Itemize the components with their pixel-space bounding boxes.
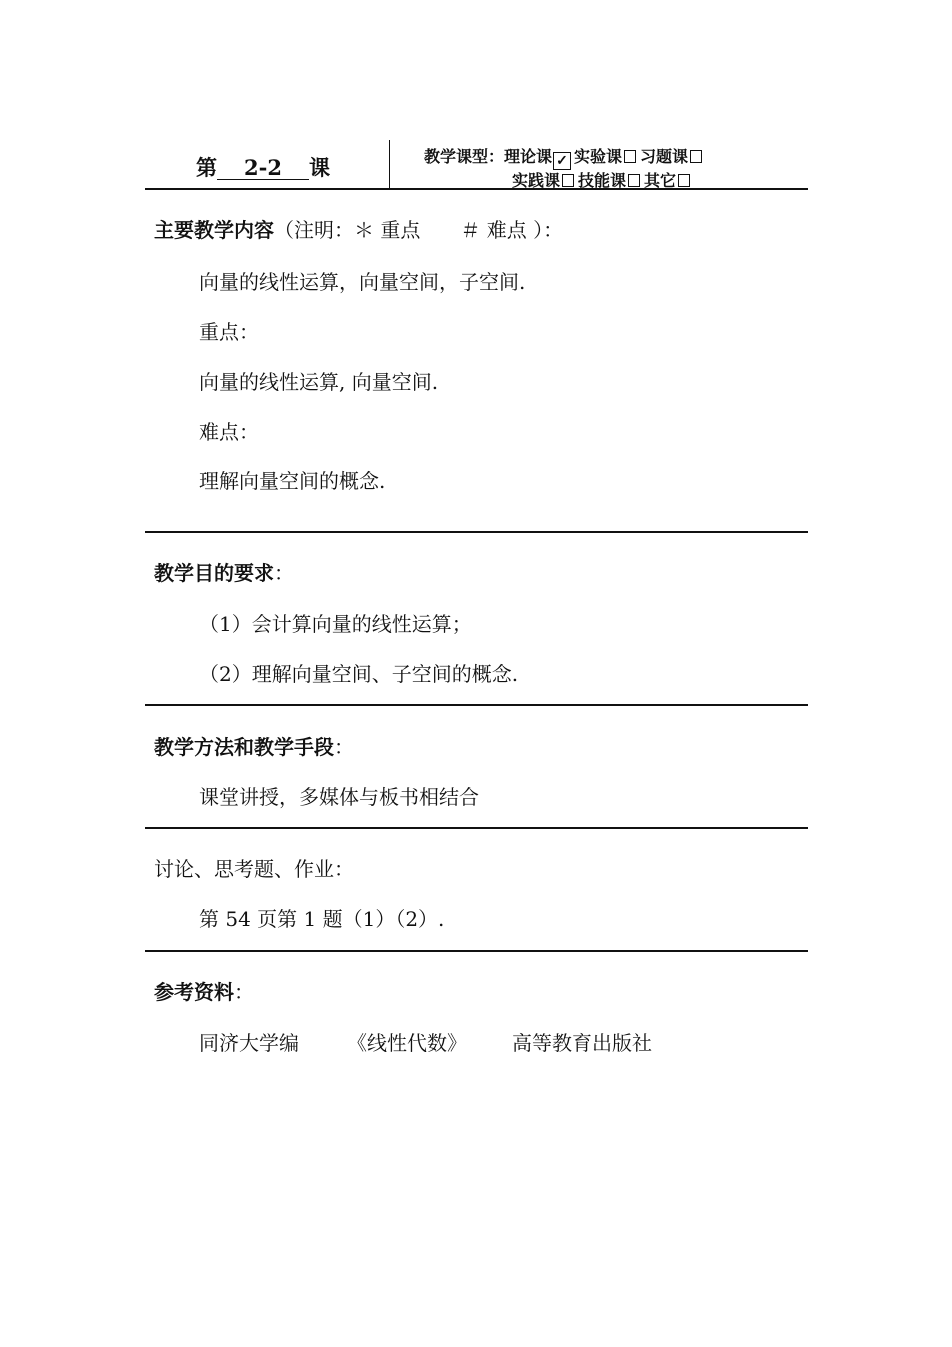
objective-item: （2）理解向量空间、子空间的概念. — [199, 662, 519, 686]
header-divider — [389, 140, 390, 188]
type-other-label: 其它 — [644, 171, 677, 190]
reference-book-title: 《线性代数》 — [347, 1031, 467, 1055]
type-exercise-label: 习题课 — [640, 147, 689, 166]
type-lab-label: 实验课 — [574, 147, 623, 166]
course-type-row-1 — [424, 144, 706, 170]
difficult-points-text: 理解向量空间的概念. — [199, 469, 386, 493]
methods-title: 教学方法和教学手段 — [154, 735, 334, 759]
methods-text: 课堂讲授，多媒体与板书相结合 — [199, 785, 479, 809]
main-content-title: 主要教学内容 — [154, 218, 274, 242]
objective-item: （1）会计算向量的线性运算； — [199, 612, 472, 636]
divider — [145, 531, 808, 533]
discussion-title: 讨论、思考题、作业： — [154, 857, 354, 881]
homework-text: 第 54 页第 1 题（1）（2）. — [199, 907, 445, 931]
checkbox-checked-icon: ✓ — [553, 152, 571, 170]
type-theory-label: 理论课 — [504, 147, 553, 166]
divider — [145, 188, 808, 190]
objectives-heading: 教学目的要求： — [154, 561, 294, 585]
divider — [145, 827, 808, 829]
checkbox-empty-icon — [678, 174, 690, 187]
references-title: 参考资料 — [154, 980, 234, 1004]
checkbox-empty-icon — [562, 174, 574, 187]
main-content-note: （注明：＊ 重点 ＃ 难点 ）： — [274, 218, 564, 242]
type-practice-label: 实践课 — [512, 171, 561, 190]
key-points-text: 向量的线性运算, 向量空间. — [199, 370, 439, 394]
lesson-prefix: 第 — [196, 155, 217, 180]
main-content-summary: 向量的线性运算，向量空间，子空间. — [199, 270, 526, 294]
checkbox-empty-icon — [690, 150, 702, 163]
methods-heading: 教学方法和教学手段： — [154, 735, 354, 759]
reference-publisher: 高等教育出版社 — [512, 1031, 652, 1055]
divider — [145, 950, 808, 952]
lesson-suffix: 课 — [309, 155, 330, 180]
checkbox-empty-icon — [624, 150, 636, 163]
key-points-label: 重点： — [199, 320, 259, 344]
lesson-number-line — [196, 152, 330, 182]
lesson-number: 2-2 — [217, 157, 309, 180]
references-heading: 参考资料： — [154, 980, 254, 1004]
checkbox-empty-icon — [628, 174, 640, 187]
main-content-heading — [154, 214, 563, 243]
type-skill-label: 技能课 — [578, 171, 627, 190]
difficult-points-label: 难点： — [199, 420, 259, 444]
course-type-label: 教学课型： — [424, 147, 505, 166]
objectives-title: 教学目的要求 — [154, 561, 274, 585]
divider — [145, 704, 808, 706]
reference-author: 同济大学编 — [199, 1031, 299, 1055]
